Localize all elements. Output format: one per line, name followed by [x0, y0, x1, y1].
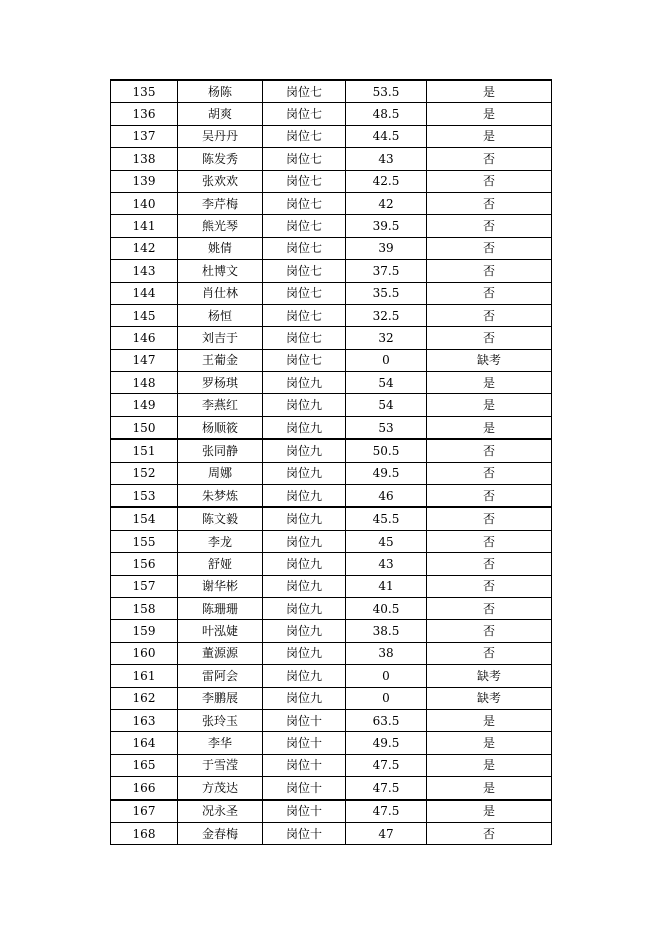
qualified-cell: 否 [427, 507, 552, 530]
table-row [111, 439, 552, 462]
score-cell: 0 [346, 665, 427, 687]
score-cell: 47.5 [346, 800, 427, 823]
score-cell: 42 [346, 192, 427, 214]
seq-number-cell: 142 [111, 237, 178, 259]
name-cell: 陈文毅 [178, 507, 263, 530]
qualified-cell: 否 [427, 597, 552, 619]
name-cell: 雷阿会 [178, 665, 263, 687]
table-row [111, 372, 552, 394]
score-cell: 41 [346, 575, 427, 597]
position-cell: 岗位九 [263, 394, 346, 416]
score-cell: 47.5 [346, 754, 427, 776]
score-cell: 63.5 [346, 709, 427, 731]
seq-number-cell: 155 [111, 530, 178, 552]
score-cell: 40.5 [346, 597, 427, 619]
qualified-cell: 缺考 [427, 665, 552, 687]
name-cell: 王葡金 [178, 349, 263, 371]
name-cell: 杨恒 [178, 304, 263, 326]
seq-number-cell: 159 [111, 620, 178, 642]
seq-number-cell: 140 [111, 192, 178, 214]
qualified-cell: 缺考 [427, 687, 552, 709]
score-cell: 47.5 [346, 777, 427, 800]
name-cell: 况永圣 [178, 800, 263, 823]
score-cell: 54 [346, 394, 427, 416]
qualified-cell: 是 [427, 416, 552, 439]
name-cell: 李龙 [178, 530, 263, 552]
position-cell: 岗位十 [263, 800, 346, 823]
seq-number-cell: 168 [111, 822, 178, 844]
score-cell: 53.5 [346, 80, 427, 103]
qualified-cell: 否 [427, 237, 552, 259]
qualified-cell: 是 [427, 732, 552, 754]
position-cell: 岗位九 [263, 507, 346, 530]
table-row [111, 709, 552, 731]
qualified-cell: 否 [427, 553, 552, 575]
name-cell: 杨陈 [178, 80, 263, 103]
score-cell: 45.5 [346, 507, 427, 530]
name-cell: 张同静 [178, 439, 263, 462]
table-row [111, 507, 552, 530]
seq-number-cell: 165 [111, 754, 178, 776]
table-row [111, 416, 552, 439]
qualified-cell: 否 [427, 530, 552, 552]
seq-number-cell: 157 [111, 575, 178, 597]
table-row [111, 170, 552, 192]
seq-number-cell: 136 [111, 103, 178, 125]
qualified-cell: 是 [427, 372, 552, 394]
table-row [111, 327, 552, 349]
seq-number-cell: 149 [111, 394, 178, 416]
score-cell: 54 [346, 372, 427, 394]
seq-number-cell: 154 [111, 507, 178, 530]
position-cell: 岗位九 [263, 575, 346, 597]
score-cell: 50.5 [346, 439, 427, 462]
name-cell: 叶泓婕 [178, 620, 263, 642]
position-cell: 岗位七 [263, 148, 346, 170]
seq-number-cell: 161 [111, 665, 178, 687]
name-cell: 肖仕林 [178, 282, 263, 304]
qualified-cell: 否 [427, 148, 552, 170]
seq-number-cell: 150 [111, 416, 178, 439]
name-cell: 陈发秀 [178, 148, 263, 170]
name-cell: 胡爽 [178, 103, 263, 125]
seq-number-cell: 147 [111, 349, 178, 371]
table-row [111, 530, 552, 552]
seq-number-cell: 151 [111, 439, 178, 462]
seq-number-cell: 137 [111, 125, 178, 147]
position-cell: 岗位九 [263, 530, 346, 552]
seq-number-cell: 160 [111, 642, 178, 664]
seq-number-cell: 152 [111, 462, 178, 484]
score-cell: 42.5 [346, 170, 427, 192]
name-cell: 李鹏展 [178, 687, 263, 709]
seq-number-cell: 158 [111, 597, 178, 619]
position-cell: 岗位七 [263, 327, 346, 349]
score-cell: 47 [346, 822, 427, 844]
position-cell: 岗位十 [263, 777, 346, 800]
score-cell: 32 [346, 327, 427, 349]
qualified-cell: 否 [427, 192, 552, 214]
table-row [111, 192, 552, 214]
position-cell: 岗位九 [263, 665, 346, 687]
table-row [111, 462, 552, 484]
table-row [111, 485, 552, 508]
name-cell: 于雪滢 [178, 754, 263, 776]
score-cell: 49.5 [346, 462, 427, 484]
seq-number-cell: 143 [111, 260, 178, 282]
seq-number-cell: 156 [111, 553, 178, 575]
name-cell: 杨顺筱 [178, 416, 263, 439]
table-row [111, 620, 552, 642]
position-cell: 岗位七 [263, 260, 346, 282]
score-cell: 53 [346, 416, 427, 439]
score-cell: 38.5 [346, 620, 427, 642]
seq-number-cell: 166 [111, 777, 178, 800]
name-cell: 杜博文 [178, 260, 263, 282]
score-cell: 44.5 [346, 125, 427, 147]
name-cell: 方茂达 [178, 777, 263, 800]
table-row [111, 642, 552, 664]
table-row [111, 103, 552, 125]
seq-number-cell: 148 [111, 372, 178, 394]
qualified-cell: 否 [427, 462, 552, 484]
qualified-cell: 否 [427, 327, 552, 349]
score-cell: 0 [346, 687, 427, 709]
name-cell: 张欢欢 [178, 170, 263, 192]
name-cell: 熊光琴 [178, 215, 263, 237]
table-row [111, 282, 552, 304]
qualified-cell: 否 [427, 282, 552, 304]
name-cell: 舒娅 [178, 553, 263, 575]
position-cell: 岗位七 [263, 237, 346, 259]
qualified-cell: 否 [427, 304, 552, 326]
position-cell: 岗位九 [263, 642, 346, 664]
table-row [111, 754, 552, 776]
qualified-cell: 缺考 [427, 349, 552, 371]
name-cell: 陈珊珊 [178, 597, 263, 619]
table-row [111, 394, 552, 416]
seq-number-cell: 139 [111, 170, 178, 192]
score-cell: 39.5 [346, 215, 427, 237]
position-cell: 岗位七 [263, 192, 346, 214]
position-cell: 岗位十 [263, 754, 346, 776]
score-cell: 46 [346, 485, 427, 508]
score-cell: 38 [346, 642, 427, 664]
table-row [111, 304, 552, 326]
table-row [111, 822, 552, 844]
qualified-cell: 是 [427, 103, 552, 125]
table-row [111, 553, 552, 575]
qualified-cell: 否 [427, 439, 552, 462]
score-cell: 43 [346, 553, 427, 575]
position-cell: 岗位九 [263, 485, 346, 508]
position-cell: 岗位九 [263, 439, 346, 462]
seq-number-cell: 153 [111, 485, 178, 508]
results-table [110, 79, 552, 845]
name-cell: 周娜 [178, 462, 263, 484]
qualified-cell: 是 [427, 125, 552, 147]
score-cell: 39 [346, 237, 427, 259]
qualified-cell: 否 [427, 822, 552, 844]
table-row [111, 125, 552, 147]
results-table-body [111, 80, 552, 845]
qualified-cell: 是 [427, 800, 552, 823]
qualified-cell: 是 [427, 709, 552, 731]
qualified-cell: 否 [427, 170, 552, 192]
table-row [111, 148, 552, 170]
position-cell: 岗位九 [263, 620, 346, 642]
table-row [111, 665, 552, 687]
position-cell: 岗位九 [263, 597, 346, 619]
seq-number-cell: 135 [111, 80, 178, 103]
seq-number-cell: 163 [111, 709, 178, 731]
score-cell: 49.5 [346, 732, 427, 754]
score-cell: 43 [346, 148, 427, 170]
table-row [111, 575, 552, 597]
score-cell: 35.5 [346, 282, 427, 304]
qualified-cell: 否 [427, 575, 552, 597]
name-cell: 李燕红 [178, 394, 263, 416]
position-cell: 岗位十 [263, 822, 346, 844]
table-row [111, 349, 552, 371]
position-cell: 岗位九 [263, 687, 346, 709]
name-cell: 李芹梅 [178, 192, 263, 214]
score-cell: 37.5 [346, 260, 427, 282]
position-cell: 岗位九 [263, 462, 346, 484]
table-row [111, 777, 552, 800]
table-row [111, 597, 552, 619]
qualified-cell: 是 [427, 777, 552, 800]
table-row [111, 80, 552, 103]
name-cell: 朱梦炼 [178, 485, 263, 508]
score-cell: 48.5 [346, 103, 427, 125]
position-cell: 岗位九 [263, 553, 346, 575]
seq-number-cell: 141 [111, 215, 178, 237]
score-cell: 32.5 [346, 304, 427, 326]
position-cell: 岗位九 [263, 416, 346, 439]
position-cell: 岗位九 [263, 372, 346, 394]
table-row [111, 237, 552, 259]
qualified-cell: 否 [427, 215, 552, 237]
position-cell: 岗位七 [263, 349, 346, 371]
name-cell: 金春梅 [178, 822, 263, 844]
position-cell: 岗位十 [263, 709, 346, 731]
table-row [111, 260, 552, 282]
name-cell: 姚倩 [178, 237, 263, 259]
seq-number-cell: 145 [111, 304, 178, 326]
position-cell: 岗位七 [263, 304, 346, 326]
name-cell: 刘吉于 [178, 327, 263, 349]
table-row [111, 687, 552, 709]
score-cell: 45 [346, 530, 427, 552]
table-row [111, 215, 552, 237]
name-cell: 张玲玉 [178, 709, 263, 731]
seq-number-cell: 146 [111, 327, 178, 349]
qualified-cell: 是 [427, 80, 552, 103]
table-row [111, 732, 552, 754]
score-cell: 0 [346, 349, 427, 371]
name-cell: 谢华彬 [178, 575, 263, 597]
qualified-cell: 是 [427, 394, 552, 416]
seq-number-cell: 167 [111, 800, 178, 823]
position-cell: 岗位十 [263, 732, 346, 754]
position-cell: 岗位七 [263, 215, 346, 237]
position-cell: 岗位七 [263, 282, 346, 304]
seq-number-cell: 164 [111, 732, 178, 754]
seq-number-cell: 162 [111, 687, 178, 709]
position-cell: 岗位七 [263, 103, 346, 125]
qualified-cell: 否 [427, 485, 552, 508]
qualified-cell: 否 [427, 260, 552, 282]
qualified-cell: 否 [427, 620, 552, 642]
name-cell: 董源源 [178, 642, 263, 664]
position-cell: 岗位七 [263, 80, 346, 103]
name-cell: 吴丹丹 [178, 125, 263, 147]
name-cell: 李华 [178, 732, 263, 754]
qualified-cell: 是 [427, 754, 552, 776]
seq-number-cell: 144 [111, 282, 178, 304]
table-row [111, 800, 552, 823]
qualified-cell: 否 [427, 642, 552, 664]
name-cell: 罗杨琪 [178, 372, 263, 394]
seq-number-cell: 138 [111, 148, 178, 170]
position-cell: 岗位七 [263, 170, 346, 192]
position-cell: 岗位七 [263, 125, 346, 147]
